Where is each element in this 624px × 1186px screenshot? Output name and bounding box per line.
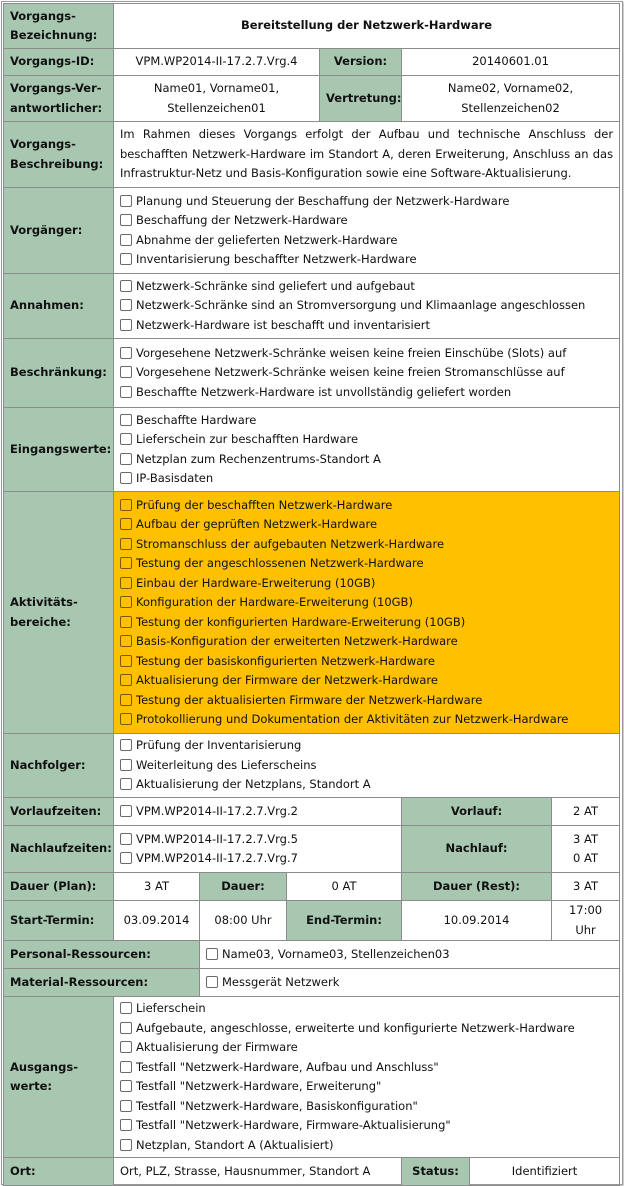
checkbox-icon[interactable] <box>120 674 132 686</box>
value-id: VPM.WP2014-II-17.2.7.Vrg.4 <box>114 49 320 76</box>
checkbox-label: Basis-Konfiguration der erweiterten Netzwerk-Hardware <box>136 634 458 648</box>
row-id-version <box>4 49 620 76</box>
checkbox-item <box>120 296 613 316</box>
label-dauer-plan: Dauer (Plan): <box>4 873 114 901</box>
label-start: Start-Termin: <box>4 901 114 941</box>
checkbox-icon[interactable] <box>120 694 132 706</box>
checkbox-icon[interactable] <box>120 557 132 569</box>
checkbox-icon[interactable] <box>120 347 132 359</box>
checkbox-item <box>120 802 395 822</box>
checkbox-item <box>120 316 613 336</box>
checkbox-item <box>120 250 613 270</box>
checkbox-icon[interactable] <box>120 195 132 207</box>
checkbox-item <box>120 1058 613 1078</box>
checkbox-icon[interactable] <box>120 805 132 817</box>
row-aktivitaeten <box>4 492 620 734</box>
value-start-date: 03.09.2014 <box>114 901 200 941</box>
label-version: Version: <box>320 49 402 76</box>
checkbox-label: Prüfung der beschafften Netzwerk-Hardware <box>136 497 393 512</box>
checkbox-label: Inventarisierung beschaffter Netzwerk-Hardware <box>136 252 417 266</box>
value-start-time: 08:00 Uhr <box>200 901 287 941</box>
checkbox-label: Testfall "Netzwerk-Hardware, Basiskonfiguration" <box>136 1098 418 1113</box>
checkbox-icon[interactable] <box>120 366 132 378</box>
checkbox-item <box>120 430 613 450</box>
label-vertretung: Vertretung: <box>320 76 402 122</box>
value-vorlauf <box>552 798 620 826</box>
list-vorgaenger <box>114 188 620 274</box>
list-personal <box>200 941 620 969</box>
label-nachfolger: Nachfolger: <box>4 734 114 798</box>
checkbox-icon[interactable] <box>120 577 132 589</box>
list-aktivitaeten <box>114 492 620 734</box>
label-beschraenkung: Beschränkung: <box>4 339 114 408</box>
checkbox-item <box>120 691 613 711</box>
checkbox-item <box>206 945 613 965</box>
checkbox-label: Testung der aktualisierten Firmware der Netzwerk-Hardware <box>136 692 483 707</box>
checkbox-label: Prüfung der Inventarisierung <box>136 738 302 753</box>
list-ausgangswerte <box>114 997 620 1158</box>
checkbox-label: Aktualisierung der Firmware <box>136 1040 298 1054</box>
row-termine <box>4 901 620 941</box>
row-annahmen <box>4 274 620 339</box>
checkbox-icon[interactable] <box>120 253 132 265</box>
checkbox-icon[interactable] <box>120 616 132 628</box>
checkbox-item <box>120 469 613 489</box>
value-dauer-rest: 3 AT <box>552 873 620 901</box>
value-nachlauf <box>552 826 620 873</box>
checkbox-icon[interactable] <box>120 299 132 311</box>
checkbox-item <box>120 363 613 383</box>
checkbox-label: Aktualisierung der Netzplans, Standort A <box>136 777 371 792</box>
checkbox-label: Planung und Steuerung der Beschaffung der Netzwerk-Hardware <box>136 193 510 208</box>
checkbox-item <box>120 211 613 231</box>
label-nachlauf: Nachlauf: <box>402 826 552 873</box>
checkbox-icon[interactable] <box>206 948 218 960</box>
list-beschraenkung <box>114 339 620 408</box>
list-nachlaufzeiten <box>114 826 402 873</box>
checkbox-label: Testung der basiskonfigurierten Netzwerk-Hardware <box>136 653 435 668</box>
list-material <box>200 969 620 997</box>
checkbox-icon[interactable] <box>120 778 132 790</box>
checkbox-icon[interactable] <box>120 214 132 226</box>
list-annahmen <box>114 274 620 339</box>
checkbox-icon[interactable] <box>120 1002 132 1014</box>
checkbox-label: Abnahme der gelieferten Netzwerk-Hardware <box>136 232 398 247</box>
checkbox-label: Name03, Vorname03, Stellenzeichen03 <box>222 946 450 961</box>
value-beschreibung: Im Rahmen dieses Vorgangs erfolgt der Aufbau und technische Anschluss der beschafften Netzwerk-Hardware im Standort A, deren Erweiterung, Anschluss an das Infrastruktur-Netz und Basis-Konfiguration sowie eine Software-Aktualisierung. <box>114 122 620 188</box>
label-beschreibung: Vorgangs- Beschreibung: <box>4 122 114 188</box>
value-ort: Ort, PLZ, Strasse, Hausnummer, Standort A <box>114 1158 402 1186</box>
label-verantwortlicher: Vorgangs-Ver- antwortlicher: <box>4 76 114 122</box>
checkbox-icon[interactable] <box>120 635 132 647</box>
row-ort-status <box>4 1158 620 1186</box>
value-end-time: 17:00 Uhr <box>552 901 620 941</box>
checkbox-label: Testung der angeschlossenen Netzwerk-Hardware <box>136 556 424 570</box>
checkbox-label: Aktualisierung der Firmware der Netzwerk-Hardware <box>136 673 438 687</box>
checkbox-item <box>120 231 613 251</box>
row-beschreibung <box>4 122 620 188</box>
checkbox-item <box>120 1116 613 1136</box>
label-dauer-rest: Dauer (Rest): <box>402 873 552 901</box>
checkbox-label: Vorgesehene Netzwerk-Schränke weisen keine freien Einschübe (Slots) auf <box>136 345 567 360</box>
checkbox-icon[interactable] <box>120 518 132 530</box>
checkbox-item <box>120 574 613 594</box>
checkbox-label: Beschaffte Hardware <box>136 412 257 427</box>
checkbox-icon[interactable] <box>120 499 132 511</box>
checkbox-label: Konfiguration der Hardware-Erweiterung (10GB) <box>136 595 413 609</box>
checkbox-item <box>120 1038 613 1058</box>
checkbox-icon[interactable] <box>120 655 132 667</box>
value-dauer-plan: 3 AT <box>114 873 200 901</box>
process-sheet <box>3 3 620 1186</box>
checkbox-item <box>120 613 613 633</box>
row-vorgaenger <box>4 188 620 274</box>
value-bezeichnung: Bereitstellung der Netzwerk-Hardware <box>114 4 620 49</box>
checkbox-icon[interactable] <box>120 319 132 331</box>
checkbox-item <box>120 710 613 730</box>
checkbox-item <box>120 383 613 403</box>
checkbox-item <box>120 1097 613 1117</box>
label-annahmen: Annahmen: <box>4 274 114 339</box>
checkbox-item <box>120 652 613 672</box>
checkbox-icon[interactable] <box>120 1100 132 1112</box>
checkbox-label: Testfall "Netzwerk-Hardware, Erweiterung" <box>136 1079 382 1093</box>
checkbox-item <box>120 849 395 869</box>
label-status: Status: <box>402 1158 470 1186</box>
label-aktivitaeten: Aktivitäts- bereiche: <box>4 492 114 734</box>
checkbox-icon[interactable] <box>120 596 132 608</box>
row-verantwortlicher <box>4 76 620 122</box>
checkbox-icon[interactable] <box>120 1119 132 1131</box>
checkbox-label: Netzplan, Standort A (Aktualisiert) <box>136 1137 334 1152</box>
checkbox-label: Testfall "Netzwerk-Hardware, Aufbau und Anschluss" <box>136 1059 439 1074</box>
checkbox-item <box>206 973 613 993</box>
row-beschraenkung <box>4 339 620 408</box>
row-material <box>4 969 620 997</box>
row-eingangswerte <box>4 408 620 492</box>
checkbox-icon[interactable] <box>120 1061 132 1073</box>
value-end-date: 10.09.2014 <box>402 901 552 941</box>
checkbox-item <box>120 554 613 574</box>
checkbox-item <box>120 671 613 691</box>
checkbox-item <box>120 344 613 364</box>
checkbox-icon[interactable] <box>120 759 132 771</box>
row-nachfolger <box>4 734 620 798</box>
checkbox-icon[interactable] <box>120 538 132 550</box>
checkbox-label: Messgerät Netzwerk <box>222 974 340 989</box>
checkbox-item <box>120 411 613 431</box>
label-material: Material-Ressourcen: <box>4 969 200 997</box>
checkbox-label: Netzplan zum Rechenzentrums-Standort A <box>136 451 381 466</box>
checkbox-label: Aufgebaute, angeschlosse, erweiterte und konfigurierte Netzwerk-Hardware <box>136 1020 575 1035</box>
row-personal <box>4 941 620 969</box>
checkbox-item <box>120 515 613 535</box>
value-status: Identifiziert <box>470 1158 620 1186</box>
checkbox-item <box>120 277 613 297</box>
checkbox-item <box>120 1019 613 1039</box>
checkbox-item <box>120 496 613 516</box>
label-ort: Ort: <box>4 1158 114 1186</box>
label-id: Vorgangs-ID: <box>4 49 114 76</box>
checkbox-item <box>120 736 613 756</box>
checkbox-item <box>120 775 613 795</box>
checkbox-label: Vorgesehene Netzwerk-Schränke weisen keine freien Stromanschlüsse auf <box>136 365 565 380</box>
value-version: 20140601.01 <box>402 49 620 76</box>
checkbox-item <box>120 192 613 212</box>
checkbox-item <box>120 1136 613 1156</box>
checkbox-icon[interactable] <box>120 713 132 725</box>
checkbox-icon[interactable] <box>120 739 132 751</box>
value-dauer: 0 AT <box>287 873 402 901</box>
label-bezeichnung: Vorgangs- Bezeichnung: <box>4 4 114 49</box>
checkbox-item <box>120 999 613 1019</box>
value-line: 3 AT <box>573 831 599 846</box>
checkbox-icon[interactable] <box>120 1080 132 1092</box>
label-nachlaufzeiten: Nachlaufzeiten: <box>4 826 114 873</box>
row-vorlaufzeiten <box>4 798 620 826</box>
label-vorlauf: Vorlauf: <box>402 798 552 826</box>
row-nachlaufzeiten <box>4 826 620 873</box>
row-ausgangswerte <box>4 997 620 1158</box>
list-vorlaufzeiten <box>114 798 402 826</box>
row-bezeichnung <box>4 4 620 49</box>
checkbox-label: Lieferschein <box>136 1001 206 1015</box>
checkbox-label: Testung der konfigurierten Hardware-Erweiterung (10GB) <box>136 614 466 629</box>
checkbox-icon[interactable] <box>120 1022 132 1034</box>
row-dauer <box>4 873 620 901</box>
checkbox-icon[interactable] <box>120 852 132 864</box>
label-eingangswerte: Eingangswerte: <box>4 408 114 492</box>
checkbox-label: Stromanschluss der aufgebauten Netzwerk-Hardware <box>136 536 445 551</box>
label-dauer: Dauer: <box>200 873 287 901</box>
checkbox-icon[interactable] <box>120 433 132 445</box>
checkbox-icon[interactable] <box>120 1139 132 1151</box>
checkbox-icon[interactable] <box>120 280 132 292</box>
checkbox-label: VPM.WP2014-II-17.2.7.Vrg.7 <box>136 851 298 865</box>
checkbox-label: Protokollierung und Dokumentation der Aktivitäten zur Netzwerk-Hardware <box>136 712 569 726</box>
checkbox-icon[interactable] <box>120 414 132 426</box>
label-end: End-Termin: <box>287 901 402 941</box>
checkbox-label: VPM.WP2014-II-17.2.7.Vrg.5 <box>136 831 298 846</box>
checkbox-item <box>120 450 613 470</box>
checkbox-item <box>120 756 613 776</box>
checkbox-item <box>120 593 613 613</box>
checkbox-icon[interactable] <box>120 833 132 845</box>
checkbox-icon[interactable] <box>120 472 132 484</box>
checkbox-label: Netzwerk-Schränke sind geliefert und aufgebaut <box>136 278 415 293</box>
checkbox-item <box>120 830 395 850</box>
checkbox-icon[interactable] <box>120 1041 132 1053</box>
checkbox-label: Aufbau der geprüften Netzwerk-Hardware <box>136 517 378 531</box>
checkbox-item <box>120 535 613 555</box>
label-personal: Personal-Ressourcen: <box>4 941 200 969</box>
value-line: 2 AT <box>573 803 599 818</box>
checkbox-label: Beschaffung der Netzwerk-Hardware <box>136 213 348 227</box>
checkbox-item <box>120 632 613 652</box>
value-verantwortlicher: Name01, Vorname01, Stellenzeichen01 <box>114 76 320 122</box>
list-eingangswerte <box>114 408 620 492</box>
list-nachfolger <box>114 734 620 798</box>
checkbox-label: Einbau der Hardware-Erweiterung (10GB) <box>136 575 376 590</box>
checkbox-label: Beschaffte Netzwerk-Hardware ist unvollständig geliefert worden <box>136 384 512 399</box>
checkbox-icon[interactable] <box>120 386 132 398</box>
checkbox-label: Lieferschein zur beschafften Hardware <box>136 432 359 446</box>
checkbox-icon[interactable] <box>120 453 132 465</box>
label-vorlaufzeiten: Vorlaufzeiten: <box>4 798 114 826</box>
checkbox-item <box>120 1077 613 1097</box>
checkbox-icon[interactable] <box>206 976 218 988</box>
checkbox-label: Weiterleitung des Lieferscheins <box>136 757 317 772</box>
checkbox-icon[interactable] <box>120 234 132 246</box>
checkbox-label: Testfall "Netzwerk-Hardware, Firmware-Aktualisierung" <box>136 1118 451 1132</box>
checkbox-label: Netzwerk-Hardware ist beschafft und inventarisiert <box>136 317 431 332</box>
checkbox-label: IP-Basisdaten <box>136 471 214 485</box>
value-vertretung: Name02, Vorname02, Stellenzeichen02 <box>402 76 620 122</box>
label-ausgangswerte: Ausgangs- werte: <box>4 997 114 1158</box>
checkbox-label: Netzwerk-Schränke sind an Stromversorgung und Klimaanlage angeschlossen <box>136 298 586 313</box>
value-line: 0 AT <box>573 851 599 865</box>
label-vorgaenger: Vorgänger: <box>4 188 114 274</box>
checkbox-label: VPM.WP2014-II-17.2.7.Vrg.2 <box>136 803 298 818</box>
